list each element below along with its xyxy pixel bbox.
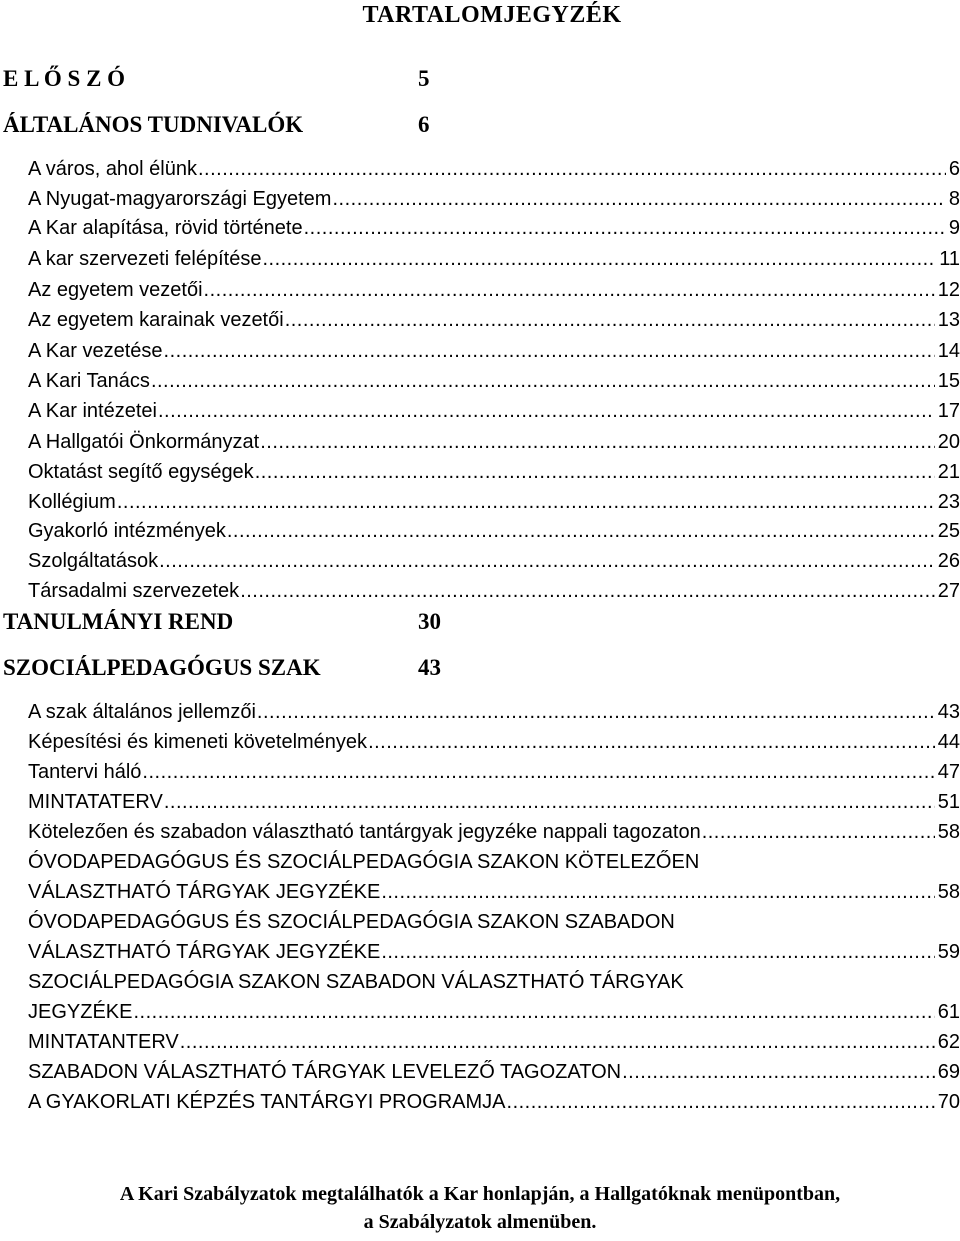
toc-entry[interactable] [28, 337, 960, 365]
section-page: 30 [418, 609, 441, 634]
leader-dots [204, 276, 935, 304]
leader-dots [262, 245, 936, 273]
toc-entry[interactable] [28, 788, 960, 816]
entry-label: MINTATATERV [28, 791, 163, 813]
entry-label: A kar szervezeti felépítése [28, 248, 262, 270]
section-label: E L Ő S Z Ó [3, 66, 126, 91]
leader-dots [332, 185, 945, 213]
entry-label: SZABADON VÁLASZTHATÓ TÁRGYAK LEVELEZŐ TAGOZATON [28, 1061, 622, 1083]
leader-dots [240, 577, 935, 605]
leader-dots [158, 397, 935, 425]
entry-page: 61 [937, 1001, 960, 1023]
toc-entry-line1[interactable]: SZOCIÁLPEDAGÓGIA SZAKON SZABADON VÁLASZTHATÓ TÁRGYAK [28, 971, 684, 993]
toc-entry[interactable] [28, 577, 960, 605]
toc-entry-line1[interactable]: ÓVODAPEDAGÓGUS ÉS SZOCIÁLPEDAGÓGIA SZAKON SZABADON [28, 911, 675, 933]
entry-label: Képesítési és kimeneti követelmények [28, 731, 368, 753]
entry-page: 14 [937, 340, 960, 362]
leader-dots [257, 698, 935, 726]
entry-label: Szolgáltatások [28, 550, 159, 572]
leader-dots [180, 1028, 935, 1056]
toc-entry[interactable] [28, 758, 960, 786]
section-label: TANULMÁNYI REND [3, 609, 234, 634]
entry-label: Kollégium [28, 491, 116, 513]
entry-label: A Kar alapítása, rövid története [28, 217, 303, 239]
toc-entry[interactable] [28, 818, 960, 846]
page-title-text: TARTALOMJEGYZÉK [362, 2, 622, 28]
toc-entry[interactable] [28, 276, 960, 304]
leader-dots [159, 547, 935, 575]
leader-dots [164, 788, 935, 816]
entry-label: VÁLASZTHATÓ TÁRGYAK JEGYZÉKE [28, 881, 381, 903]
leader-dots [151, 367, 935, 395]
entry-label: Az egyetem vezetői [28, 279, 203, 301]
entry-page: 27 [937, 580, 960, 602]
leader-dots [142, 758, 934, 786]
leader-dots [285, 306, 935, 334]
entry-page: 15 [937, 370, 960, 392]
toc-entry[interactable] [28, 428, 960, 456]
entry-label: VÁLASZTHATÓ TÁRGYAK JEGYZÉKE [28, 941, 381, 963]
toc-entry-line1[interactable]: ÓVODAPEDAGÓGUS ÉS SZOCIÁLPEDAGÓGIA SZAKON KÖTELEZŐEN [28, 851, 700, 873]
toc-entry[interactable] [28, 878, 960, 906]
entry-label: A Kar vezetése [28, 340, 163, 362]
entry-label: Oktatást segítő egységek [28, 461, 254, 483]
entry-page: 6 [948, 158, 960, 180]
leader-dots [381, 878, 934, 906]
leader-dots [164, 337, 935, 365]
entry-label: A Hallgatói Önkormányzat [28, 431, 260, 453]
entry-label: A város, ahol élünk [28, 158, 197, 180]
section-page: 5 [418, 66, 430, 91]
entry-label: MINTATANTERV [28, 1031, 179, 1053]
leader-dots [702, 818, 935, 846]
toc-entry[interactable] [28, 517, 960, 545]
leader-dots [507, 1088, 935, 1116]
toc-entry[interactable] [28, 728, 960, 756]
entry-label: Gyakorló intézmények [28, 520, 226, 542]
entry-page: 13 [937, 309, 960, 331]
toc-entry[interactable] [28, 185, 960, 213]
entry-page: 69 [937, 1061, 960, 1083]
entry-label: Az egyetem karainak vezetői [28, 309, 284, 331]
toc-entry[interactable] [28, 998, 960, 1026]
toc-entry[interactable] [28, 245, 960, 273]
toc-entry[interactable] [28, 458, 960, 486]
entry-label: Tantervi háló [28, 761, 142, 783]
leader-dots [368, 728, 935, 756]
toc-entry[interactable] [28, 367, 960, 395]
entry-page: 11 [939, 248, 960, 270]
toc-entry[interactable] [28, 938, 960, 966]
section-label: SZOCIÁLPEDAGÓGUS SZAK [3, 655, 321, 680]
entry-page: 51 [937, 791, 960, 813]
entry-label: A Kari Tanács [28, 370, 150, 392]
entry-label: JEGYZÉKE [28, 1001, 133, 1023]
entry-label: Társadalmi szervezetek [28, 580, 240, 602]
toc-entry[interactable] [28, 1088, 960, 1116]
entry-label: Kötelezően és szabadon választható tantárgyak jegyzéke nappali tagozaton [28, 821, 701, 843]
toc-entry[interactable] [28, 698, 960, 726]
entry-page: 47 [937, 761, 960, 783]
leader-dots [260, 428, 935, 456]
page-title [0, 2, 960, 29]
section-page: 43 [418, 655, 441, 680]
toc-entry[interactable] [28, 155, 960, 183]
entry-page: 26 [937, 550, 960, 572]
entry-label: A Nyugat-magyarországi Egyetem [28, 188, 332, 210]
leader-dots [117, 488, 935, 516]
entry-label: A GYAKORLATI KÉPZÉS TANTÁRGYI PROGRAMJA [28, 1091, 506, 1113]
footer-line-2: a Szabályzatok almenüben. [363, 1211, 597, 1233]
entry-page: 23 [937, 491, 960, 513]
toc-entry[interactable] [28, 1028, 960, 1056]
leader-dots [622, 1058, 935, 1086]
toc-entry[interactable] [28, 1058, 960, 1086]
leader-dots [133, 998, 934, 1026]
entry-label: A szak általános jellemzői [28, 701, 256, 723]
entry-page: 25 [937, 520, 960, 542]
entry-page: 8 [948, 188, 960, 210]
footer-line-1: A Kari Szabályzatok megtalálhatók a Kar honlapján, a Hallgatóknak menüpontban, [119, 1183, 841, 1205]
footer-note [0, 1180, 960, 1236]
entry-page: 20 [937, 431, 960, 453]
leader-dots [227, 517, 935, 545]
entry-label: A Kar intézetei [28, 400, 157, 422]
toc-entry[interactable] [28, 214, 960, 242]
entry-page: 62 [937, 1031, 960, 1053]
entry-page: 70 [937, 1091, 960, 1113]
entry-page: 44 [937, 731, 960, 753]
entry-page: 17 [937, 400, 960, 422]
toc-entry[interactable] [28, 306, 960, 334]
entry-page: 21 [937, 461, 960, 483]
entry-page: 43 [937, 701, 960, 723]
entry-page: 12 [937, 279, 960, 301]
leader-dots [381, 938, 934, 966]
section-label: ÁLTALÁNOS TUDNIVALÓK [3, 112, 304, 137]
toc-entry[interactable] [28, 488, 960, 516]
section-page: 6 [418, 112, 430, 137]
toc-entry[interactable] [28, 397, 960, 425]
entry-page: 58 [937, 821, 960, 843]
entry-page: 59 [937, 941, 960, 963]
leader-dots [198, 155, 946, 183]
entry-page: 58 [937, 881, 960, 903]
entry-page: 9 [948, 217, 960, 239]
toc-entry[interactable] [28, 547, 960, 575]
leader-dots [304, 214, 946, 242]
leader-dots [255, 458, 935, 486]
